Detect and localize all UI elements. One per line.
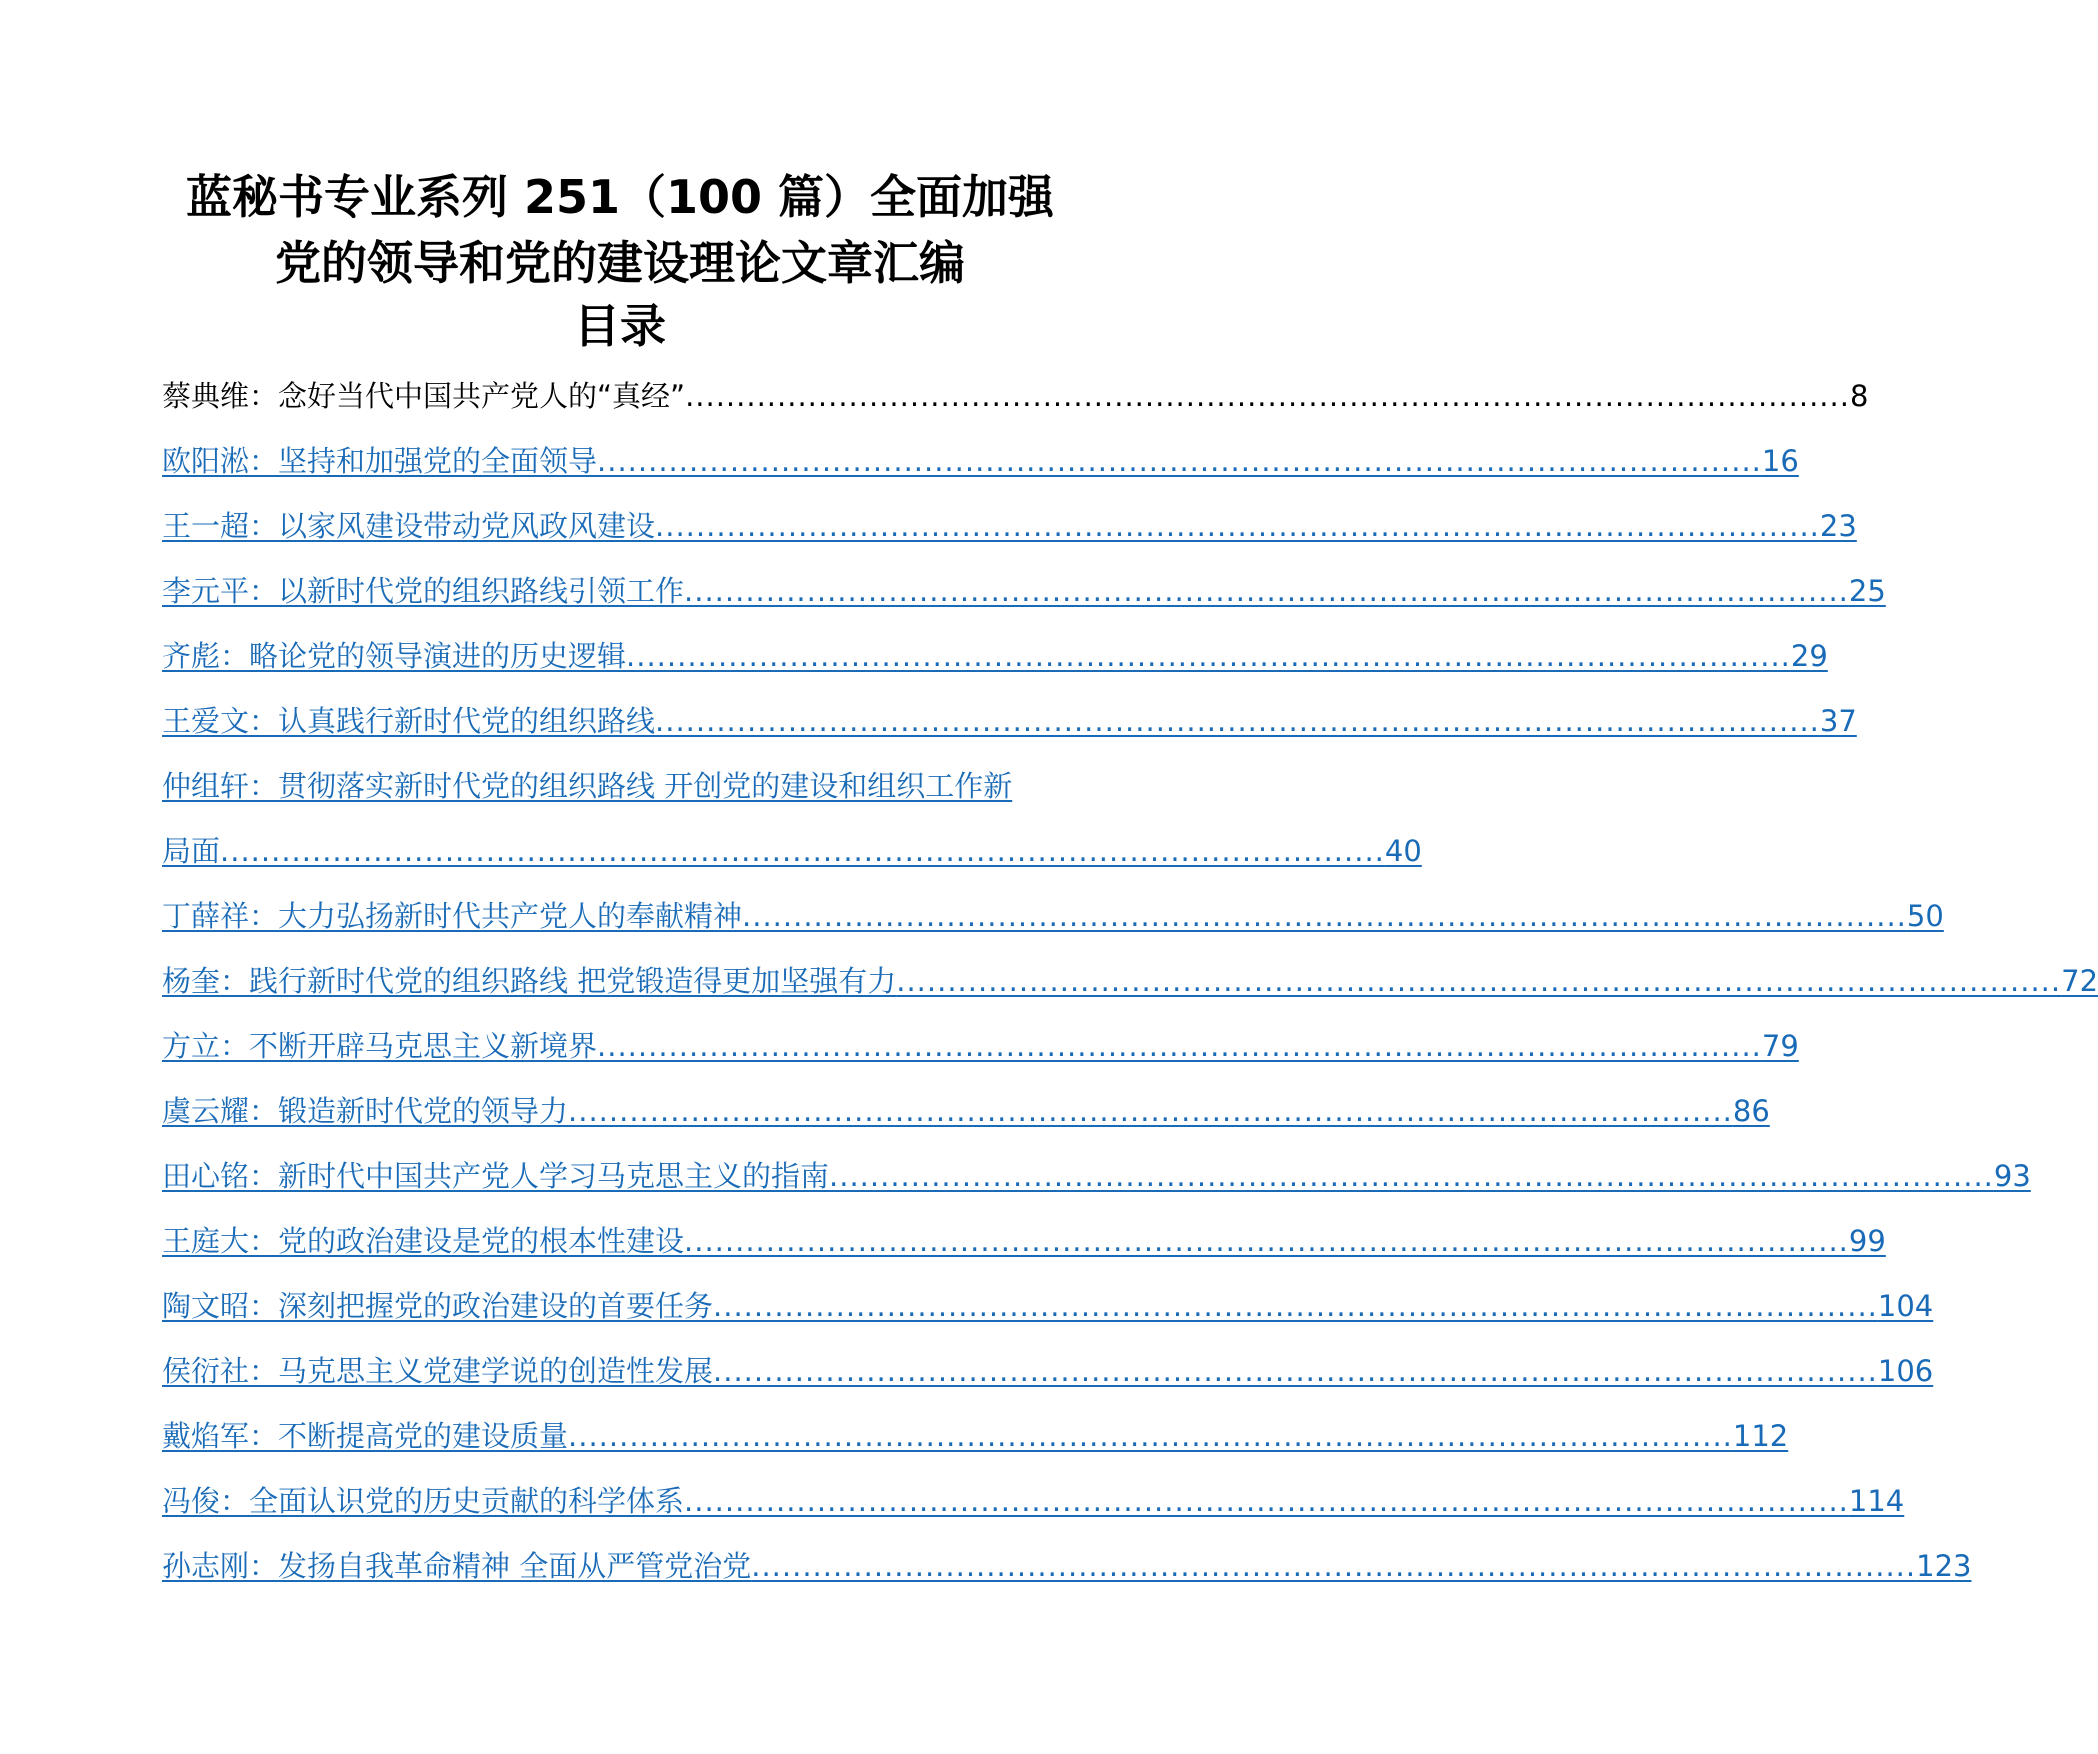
toc-entry-page: 50 [1906,899,1944,933]
toc-entry-page: 106 [1877,1354,1934,1388]
toc-entry-title: 王庭大：党的政治建设是党的根本性建设 [162,1224,685,1258]
toc-leader-dots: .................................................................................................................. [713,1354,1878,1388]
toc-leader-dots: .................................................................................................................. [220,834,1385,868]
toc-entry-link[interactable] [162,1534,1972,1599]
toc-entry-page: 8 [1849,379,1869,413]
toc-leader-dots: .................................................................................................................. [568,1094,1733,1128]
toc-entry-title: 丁薛祥：大力弘扬新时代共产党人的奉献精神 [162,899,743,933]
toc-leader-dots: .................................................................................................................. [597,444,1762,478]
toc-entry-page: 123 [1916,1549,1972,1583]
toc-entry-page: 72 [2061,964,2098,998]
toc-entry-page: 37 [1819,704,1857,738]
toc-entry-link[interactable] [162,689,1857,754]
toc-entry-link[interactable] [162,1144,2031,1209]
toc-entry-page: 104 [1877,1289,1934,1323]
toc-entry-page: 93 [1993,1159,2031,1193]
toc-entry-title: 方立：不断开辟马克思主义新境界 [162,1029,598,1063]
toc-entry-title: 王爱文：认真践行新时代党的组织路线 [162,704,656,738]
toc-entry-title-part1: 仲组轩：贯彻落实新时代党的组织路线 开创党的建设和组织工作新 [162,769,1013,803]
toc-entry-link[interactable] [162,1404,1789,1469]
toc-heading: 目录 [574,299,666,353]
toc-entry-title: 虞云耀：锻造新时代党的领导力 [162,1094,569,1128]
toc-entry-title: 戴焰军：不断提高党的建设质量 [162,1419,569,1453]
document-title [120,164,1120,296]
toc-leader-dots: .................................................................................................................. [597,1029,1762,1063]
toc-entry[interactable] [162,364,1869,429]
toc-entry-link[interactable] [162,429,1799,494]
toc-entry-link[interactable] [162,884,1944,949]
toc-entry-link[interactable] [162,949,2098,1014]
toc-entry-title: 齐彪：略论党的领导演进的历史逻辑 [162,639,627,673]
toc-leader-dots: .................................................................................................................. [626,639,1791,673]
toc-leader-dots: .................................................................................................................. [751,1549,1917,1583]
toc-leader-dots: .................................................................................................................. [829,1159,1994,1193]
toc-entry-link[interactable] [162,1274,1934,1339]
toc-entry-page: 79 [1761,1029,1799,1063]
toc-entry-title: 李元平：以新时代党的组织路线引领工作 [162,574,685,608]
toc-leader-dots: .................................................................................................................. [684,1224,1849,1258]
toc-leader-dots: .................................................................................................................. [684,1484,1849,1518]
toc-entry-title: 局面 [162,834,221,868]
toc-entry-link[interactable] [162,494,1857,559]
toc-entry-page: 99 [1848,1224,1886,1258]
toc-leader-dots: .................................................................................................................. [742,899,1907,933]
title-line-2: 党的领导和党的建设理论文章汇编 [275,236,965,290]
toc-entry-title: 田心铭：新时代中国共产党人学习马克思主义的指南 [162,1159,830,1193]
toc-entry-title: 孙志刚：发扬自我革命精神 全面从严管党治党 [162,1549,752,1583]
toc-entry-page: 40 [1384,834,1422,868]
toc-entry-page: 86 [1732,1094,1770,1128]
toc-entry-page: 112 [1732,1419,1789,1453]
toc-entry-page: 23 [1819,509,1857,543]
toc-leader-dots: .................................................................................................................. [568,1419,1733,1453]
toc-entry-link[interactable] [162,1469,1905,1534]
toc-entry-page: 114 [1848,1484,1905,1518]
toc-entry-title: 杨奎：践行新时代党的组织路线 把党锻造得更加坚强有力 [162,964,897,998]
toc-entry-title: 陶文昭：深刻把握党的政治建设的首要任务 [162,1289,714,1323]
toc-leader-dots: .................................................................................................................. [655,509,1820,543]
toc-entry-link[interactable] [162,1339,1934,1404]
toc-leader-dots: .................................................................................................................. [896,964,2062,998]
toc-leader-dots: .................................................................................................................. [684,574,1849,608]
toc-entry-link[interactable] [162,559,1886,624]
toc-entry-title: 侯衍社：马克思主义党建学说的创造性发展 [162,1354,714,1388]
toc-entry-link[interactable] [162,1079,1770,1144]
toc-entry-page: 16 [1761,444,1799,478]
toc-entry-link[interactable] [162,624,1828,689]
table-of-contents [162,364,2098,1599]
toc-entry-page: 29 [1790,639,1828,673]
toc-entry-title: 蔡典维：念好当代中国共产党人的“真经” [162,379,686,413]
toc-leader-dots: .................................................................................................................. [685,379,1850,413]
toc-leader-dots: .................................................................................................................. [655,704,1820,738]
toc-leader-dots: .................................................................................................................. [713,1289,1878,1323]
toc-entry-link-wrapped-line2[interactable] [162,819,1422,884]
toc-entry-link-wrapped-line1[interactable] [162,754,1222,819]
toc-entry-link[interactable] [162,1209,1886,1274]
toc-entry-title: 王一超：以家风建设带动党风政风建设 [162,509,656,543]
toc-entry-link[interactable] [162,1014,1799,1079]
toc-entry-title: 冯俊：全面认识党的历史贡献的科学体系 [162,1484,685,1518]
toc-entry-page: 25 [1848,574,1886,608]
toc-entry-title: 欧阳淞：坚持和加强党的全面领导 [162,444,598,478]
title-line-1: 蓝秘书专业系列 251（100 篇）全面加强 [185,170,1055,224]
